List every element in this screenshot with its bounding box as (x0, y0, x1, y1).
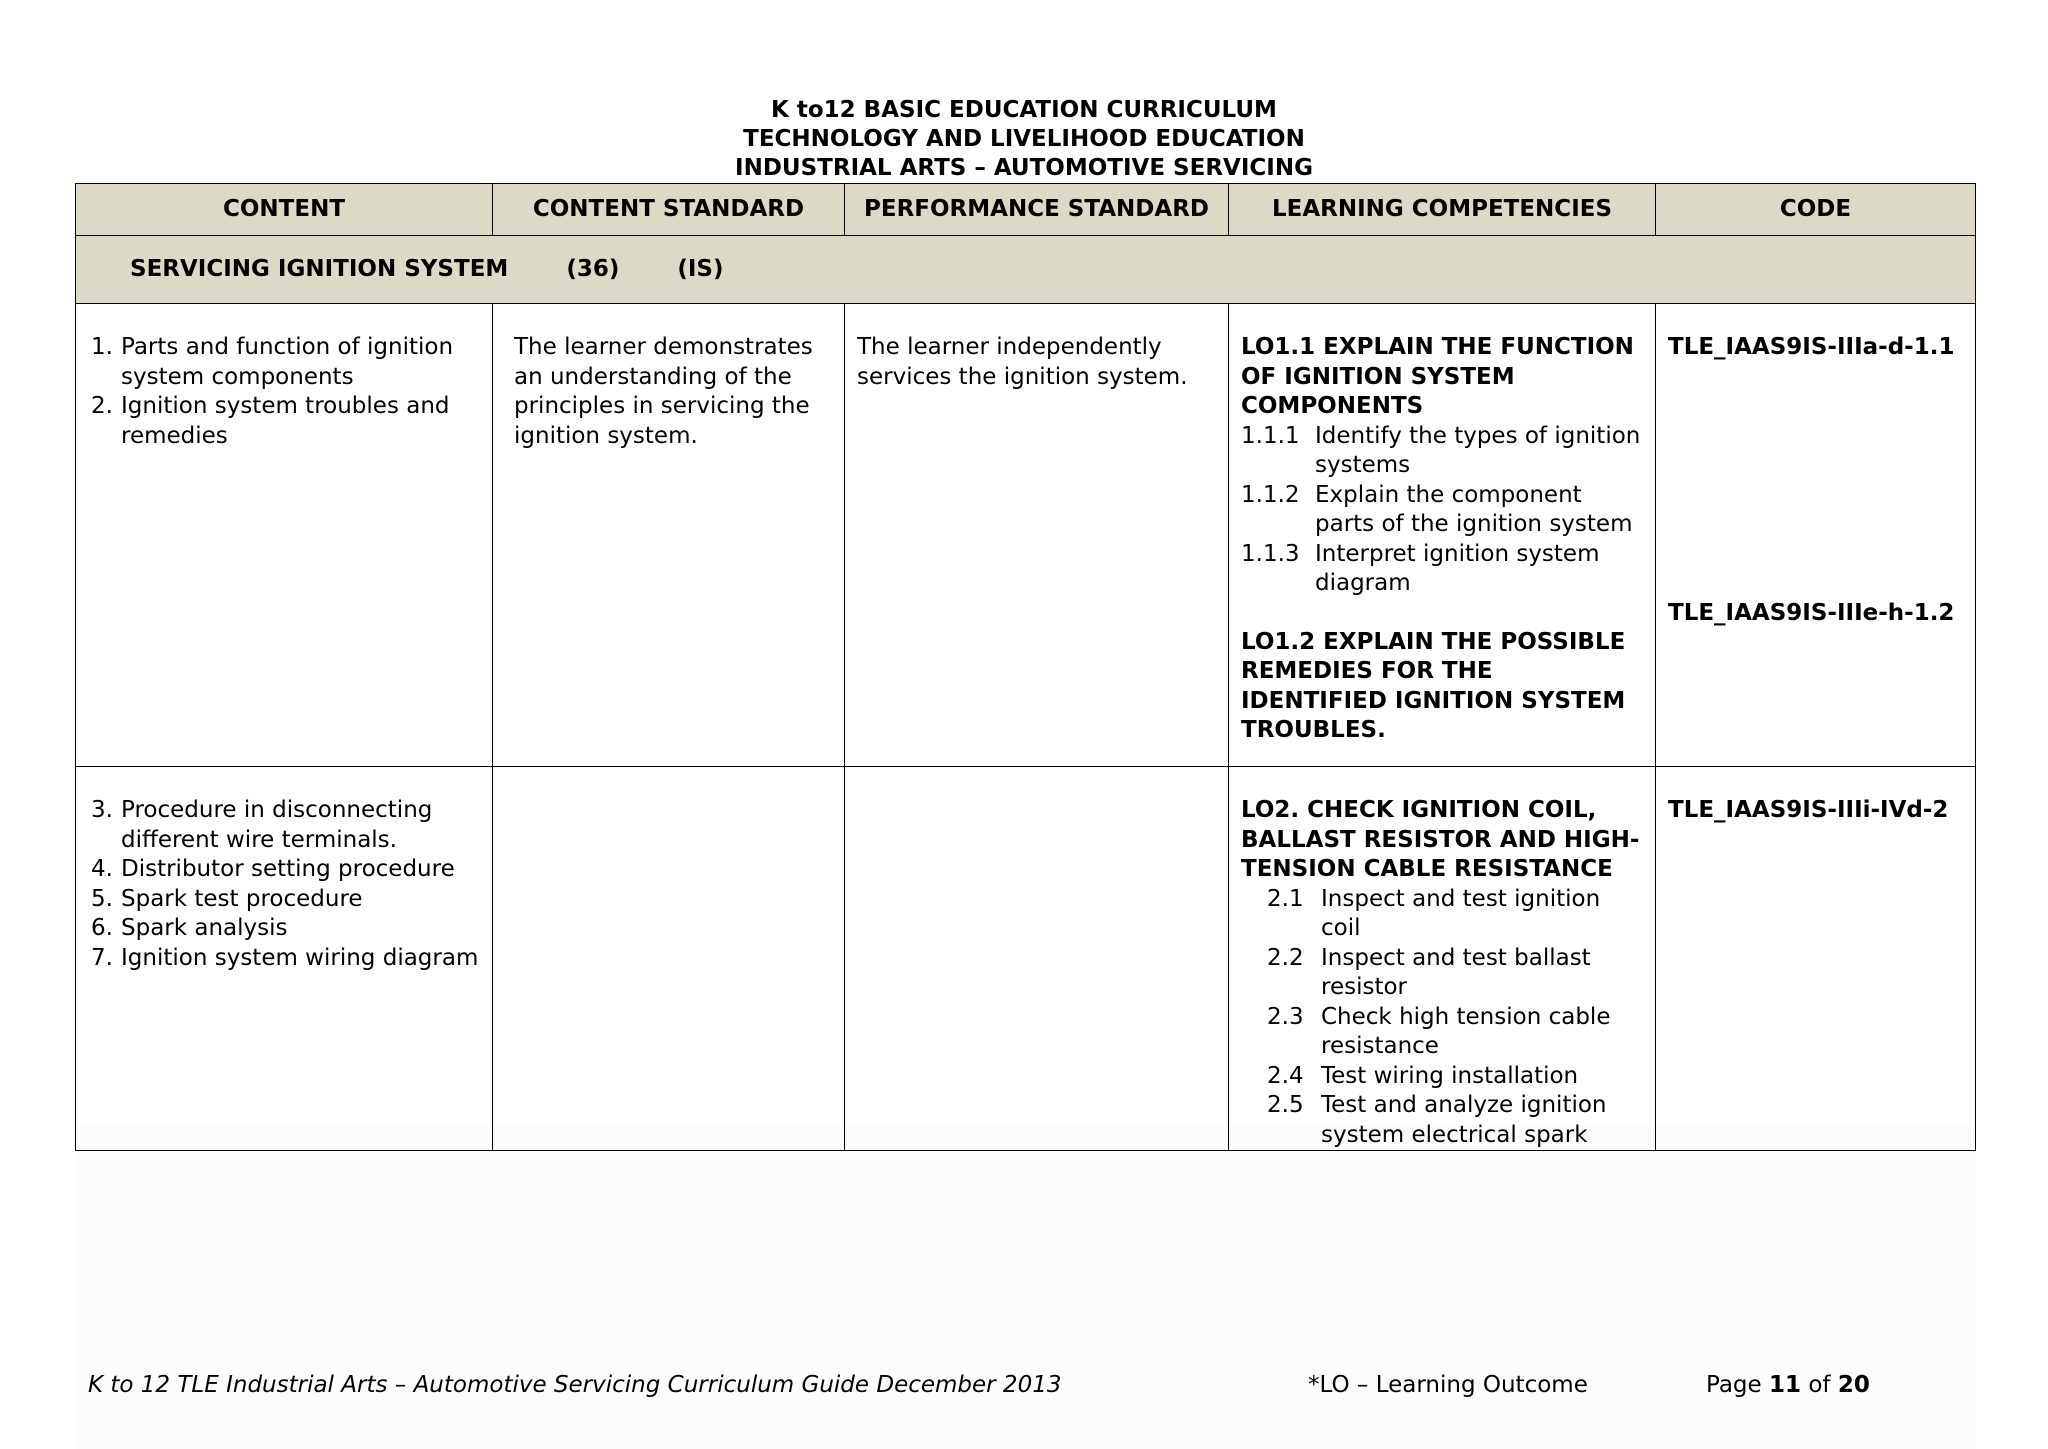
lo-title: LO1.1 EXPLAIN THE FUNCTION OF IGNITION SYSTEM COMPONENTS (1241, 334, 1634, 419)
list-item: 7. Ignition system wiring diagram (91, 944, 479, 971)
table-row (76, 304, 1976, 767)
competency-item: 2.3 Check high tension cable resistance (1267, 1003, 1611, 1059)
performance-standard-cell (845, 767, 1229, 1151)
list-item: 4. Distributor setting procedure (91, 856, 455, 882)
learning-competencies-cell (1229, 304, 1656, 767)
document-header (0, 96, 2048, 183)
header-line-2: TECHNOLOGY AND LIVELIHOOD EDUCATION (743, 126, 1305, 152)
col-header-content: CONTENT (76, 184, 493, 236)
competency-item: 2.1 Inspect and test ignition coil (1267, 885, 1601, 941)
performance-standard-text: The learner independently services the ignition system. (857, 334, 1188, 390)
section-cell (76, 236, 1976, 304)
code-cell (1656, 304, 1976, 767)
header-line-1: K to12 BASIC EDUCATION CURRICULUM (771, 97, 1277, 123)
lo-title: LO2. CHECK IGNITION COIL, BALLAST RESISTOR AND HIGH-TENSION CABLE RESISTANCE (1241, 797, 1640, 882)
content-standard-text: The learner demonstrates an understanding of the principles in servicing the ignition system. (514, 334, 813, 449)
total-pages: 20 (1837, 1372, 1870, 1398)
performance-standard-cell (845, 304, 1229, 767)
list-item: 2. Ignition system troubles and remedies (91, 393, 450, 449)
col-header-code: CODE (1656, 184, 1976, 236)
content-standard-cell (493, 767, 845, 1151)
page-number: Page 11 of 20 (1706, 1372, 1870, 1398)
competency-item: 2.2 Inspect and test ballast resistor (1267, 944, 1591, 1000)
learning-competencies-cell (1229, 767, 1656, 1151)
content-list (88, 796, 480, 973)
lo-title: LO1.2 EXPLAIN THE POSSIBLE REMEDIES FOR THE IDENTIFIED IGNITION SYSTEM TROUBLES. (1241, 628, 1626, 743)
list-item: 1. Parts and function of ignition system components (91, 334, 454, 390)
content-cell (76, 767, 493, 1151)
competency-item: 1.1.3 Interpret ignition system diagram (1241, 540, 1600, 596)
content-cell (76, 304, 493, 767)
list-item: 6. Spark analysis (91, 915, 288, 941)
footer-guide-title: K to 12 TLE Industrial Arts – Automotive Servicing Curriculum Guide December 2013 (88, 1372, 1062, 1398)
table-row (76, 767, 1976, 1151)
curriculum-table (75, 183, 1976, 1151)
competency-item: 1.1.1 Identify the types of ignition systems (1241, 422, 1641, 478)
competency-code: TLE_IAAS9IS-IIIa-d-1.1 (1668, 334, 1955, 360)
header-line-3: INDUSTRIAL ARTS – AUTOMOTIVE SERVICING (735, 155, 1313, 181)
current-page: 11 (1769, 1372, 1802, 1398)
footer-band (75, 1125, 1975, 1449)
col-header-content-standard: CONTENT STANDARD (493, 184, 845, 236)
col-header-learning-competencies: LEARNING COMPETENCIES (1229, 184, 1656, 236)
list-item: 3. Procedure in disconnecting different wire terminals. (91, 797, 433, 853)
competency-item: 1.1.2 Explain the component parts of the ignition system (1241, 481, 1633, 537)
table-header-row (76, 184, 1976, 236)
section-title: SERVICING IGNITION SYSTEM (130, 255, 509, 282)
content-list (88, 333, 480, 451)
footer-lo-note: *LO – Learning Outcome (1308, 1372, 1588, 1398)
list-item: 5. Spark test procedure (91, 885, 363, 912)
competency-item: 2.5 Test and analyze ignition system electrical spark (1267, 1092, 1607, 1148)
section-row (76, 236, 1976, 304)
competency-code: TLE_IAAS9IS-IIIe-h-1.2 (1668, 599, 1955, 626)
content-standard-cell (493, 304, 845, 767)
code-cell (1656, 767, 1976, 1151)
competency-item: 2.4 Test wiring installation (1267, 1062, 1579, 1089)
section-hours: (36) (566, 255, 620, 282)
col-header-performance-standard: PERFORMANCE STANDARD (845, 184, 1229, 236)
competency-code: TLE_IAAS9IS-IIIi-IVd-2 (1668, 797, 1949, 823)
section-code: (IS) (677, 255, 724, 282)
